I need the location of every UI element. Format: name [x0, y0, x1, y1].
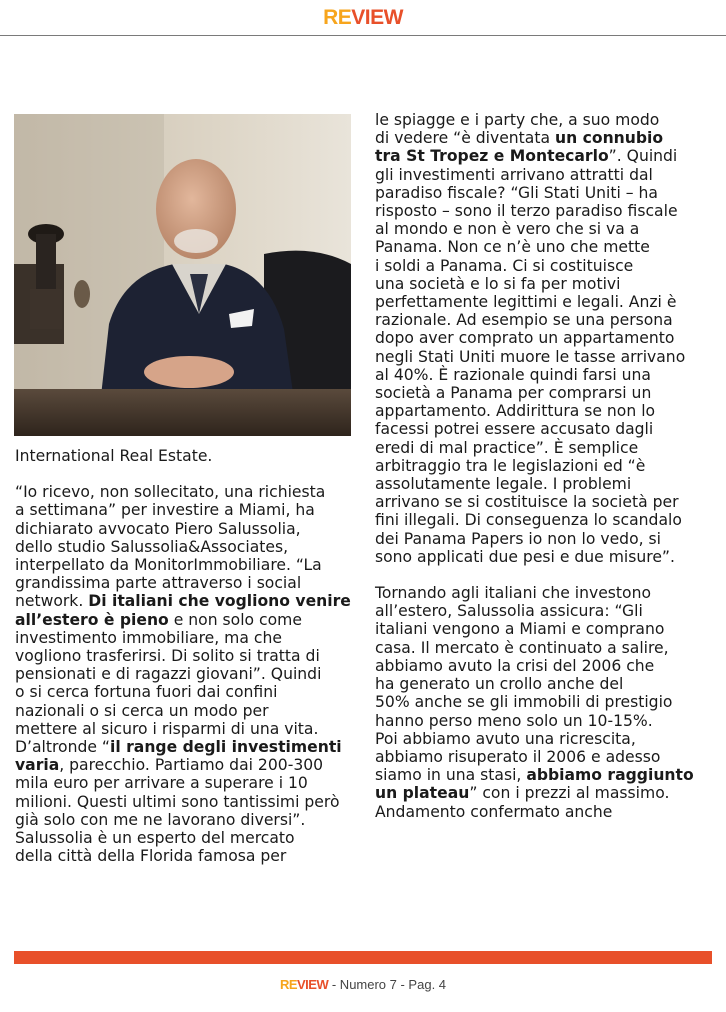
page-number: - Numero 7 - Pag. 4: [328, 977, 447, 992]
bold-text: abbiamo raggiunto: [526, 766, 694, 785]
text-line: di vedere “è diventata un connubio: [375, 129, 664, 148]
text-line: mila euro per arrivare a superare i 10: [15, 774, 308, 793]
text-line: Poi abbiamo avuto una ricrescita,: [375, 729, 636, 748]
text-line: ha generato un crollo anche del: [375, 675, 624, 694]
text-line: a settimana” per investire a Miami, ha: [15, 501, 315, 520]
text-line: network. Di italiani che vogliono venire: [15, 592, 351, 611]
text-line: le spiagge e i party che, a suo modo: [375, 111, 660, 129]
text-line: sono applicati due pesi e due misure”.: [375, 547, 675, 566]
text-line: razionale. Ad esempio se una persona: [375, 311, 673, 330]
bold-text: un connubio: [554, 129, 664, 148]
bold-text: tra St Tropez e Montecarlo: [375, 147, 609, 166]
text-line: vogliono trasferirsi. Di solito si tratta di: [15, 647, 320, 666]
text-line: arbitraggio tra le legislazioni ed “è: [375, 456, 646, 475]
text-line: Panama. Non ce n’è uno che mette: [375, 238, 650, 257]
text-line: nazionali o si cerca un modo per: [15, 701, 269, 720]
text-line: milioni. Questi ultimi sono tantissimi però: [15, 792, 340, 811]
text-line: eredi di mal practice”. È semplice: [375, 438, 639, 457]
text-line: arrivano se si costituisce la società per: [375, 493, 679, 512]
text-line: i soldi a Panama. Ci si costituisce: [375, 256, 634, 275]
text-line: risposto – sono il terzo paradiso fiscale: [375, 202, 678, 221]
text-line: “Io ricevo, non sollecitato, una richiesta: [15, 483, 326, 502]
text-line: 50% anche se gli immobili di prestigio: [375, 693, 673, 712]
text-line: assolutamente legale. I problemi: [375, 475, 632, 494]
text-line: grandissima parte attraverso i social: [15, 574, 302, 593]
magazine-logo: REVIEW: [323, 6, 403, 29]
text-line: all’estero è pieno e non solo come: [15, 610, 302, 629]
text-line: tra St Tropez e Montecarlo”. Quindi: [375, 147, 678, 166]
page-footer: [0, 977, 726, 992]
text-line: fini illegali. Di conseguenza lo scandalo: [375, 511, 682, 530]
header-divider: [0, 35, 726, 36]
text-line: siamo in una stasi, abbiamo raggiunto: [375, 766, 694, 785]
bold-text: un plateau: [375, 784, 470, 803]
paragraph: [375, 584, 720, 821]
text-line: paradiso fiscale? “Gli Stati Uniti – ha: [375, 183, 658, 202]
text-line: pensionati e di ragazzi giovani”. Quindi: [15, 665, 322, 684]
text-line: o si cerca fortuna fuori dai confini: [15, 683, 278, 702]
text-line: al 40%. È razionale quindi farsi una: [375, 365, 651, 384]
text-line: al mondo e non è vero che si va a: [375, 220, 640, 239]
text-line: Andamento confermato anche: [375, 802, 613, 821]
text-line: mettere al sicuro i risparmi di una vita.: [15, 719, 319, 738]
text-line: gli investimenti arrivano attratti dal: [375, 165, 653, 184]
text-line: della città della Florida famosa per: [15, 847, 287, 866]
footer-logo: REVIEW: [279, 977, 329, 992]
text-line: dopo aver comprato un appartamento: [375, 329, 675, 348]
photo-caption: International Real Estate.: [15, 447, 213, 465]
text-line: interpellato da MonitorImmobiliare. “La: [15, 556, 322, 575]
text-line: casa. Il mercato è continuato a salire,: [375, 638, 669, 657]
right-column: [375, 111, 720, 821]
text-line: abbiamo risuperato il 2006 e adesso: [375, 747, 661, 766]
text-line: varia, parecchio. Partiamo dai 200-300: [15, 756, 324, 775]
text-line: D’altronde “il range degli investimenti: [15, 738, 342, 757]
text-line: società a Panama per comprarsi un: [375, 384, 652, 403]
text-line: Tornando agli italiani che investono: [375, 584, 651, 603]
text-line: Salussolia è un esperto del mercato: [15, 829, 295, 848]
portrait-photo: [14, 114, 351, 436]
text-line: perfettamente legittimi e legali. Anzi è: [375, 293, 677, 312]
bold-text: il range degli investimenti: [110, 738, 342, 757]
text-line: all’estero, Salussolia assicura: “Gli: [375, 602, 643, 621]
text-line: appartamento. Addirittura se non lo: [375, 402, 656, 421]
text-line: dei Panama Papers io non lo vedo, si: [375, 529, 661, 548]
text-line: un plateau” con i prezzi al massimo.: [375, 784, 670, 803]
text-line: una società e lo si fa per motivi: [375, 274, 621, 293]
left-column: [15, 447, 360, 865]
text-line: hanno perso meno solo un 10-15%.: [375, 711, 653, 730]
bold-text: all’estero è pieno: [15, 610, 169, 629]
footer-bar: [14, 951, 712, 964]
text-line: facessi potrei essere accusato dagli: [375, 420, 654, 439]
text-line: negli Stati Uniti muore le tasse arrivano: [375, 347, 686, 366]
bold-text: varia: [15, 756, 60, 775]
text-line: dichiarato avvocato Piero Salussolia,: [15, 519, 301, 538]
text-line: investimento immobiliare, ma che: [15, 628, 282, 647]
paragraph: [15, 483, 360, 865]
paragraph: [375, 111, 720, 566]
text-line: abbiamo avuto la crisi del 2006 che: [375, 656, 655, 675]
text-line: italiani vengono a Miami e comprano: [375, 620, 665, 639]
bold-text: Di italiani che vogliono venire: [88, 592, 351, 611]
text-line: già solo con me ne lavorano diversi”.: [15, 810, 306, 829]
text-line: dello studio Salussolia&Associates,: [15, 537, 289, 556]
